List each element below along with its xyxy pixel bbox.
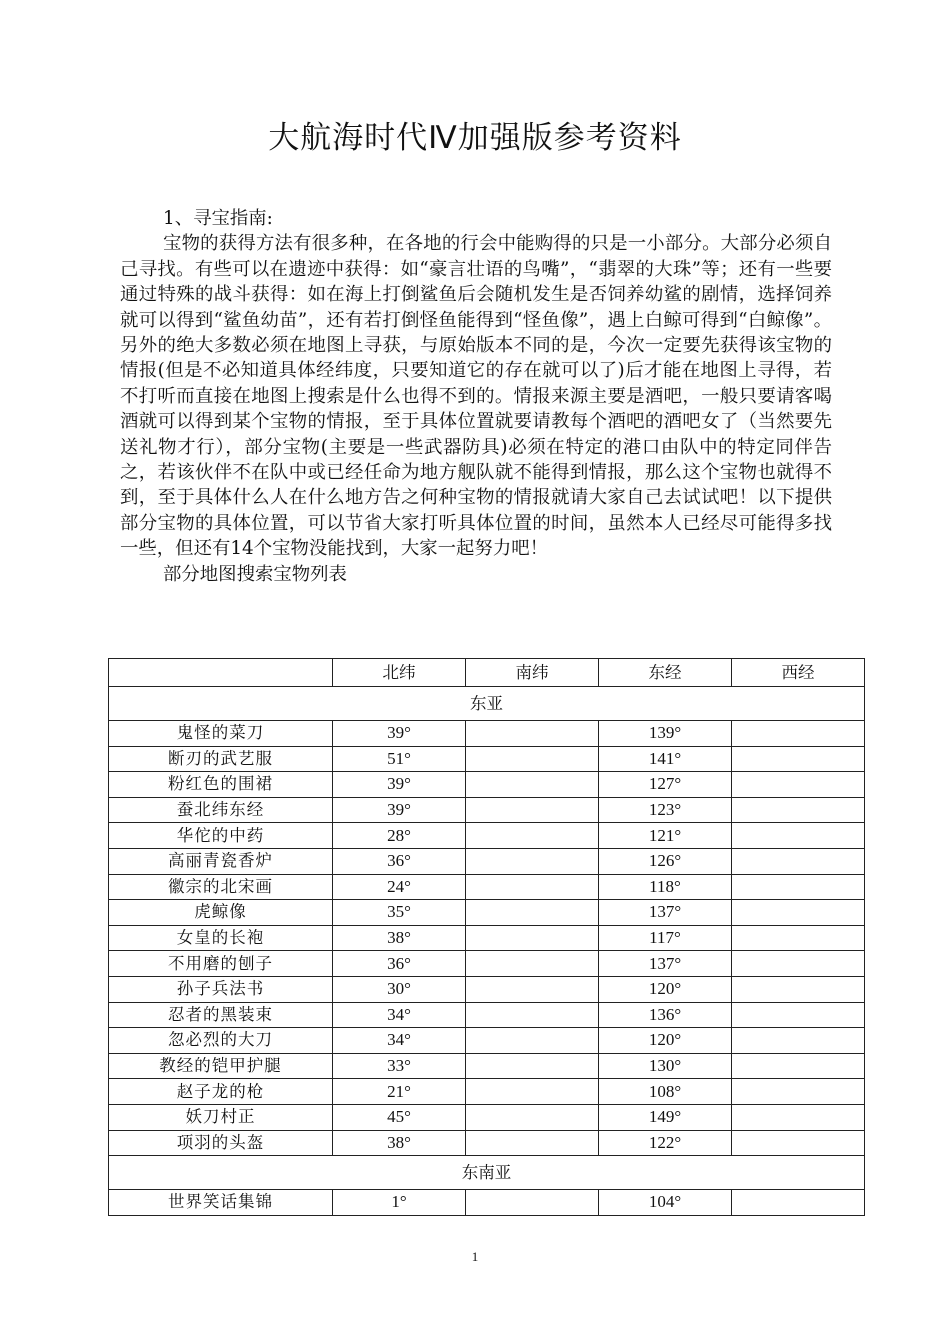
north-latitude-cell: 39° [333,797,466,823]
east-longitude-cell: 118° [599,874,732,900]
table-row [109,951,865,977]
treasure-name: 妖刀村正 [109,1104,333,1130]
east-longitude-cell: 149° [599,1104,732,1130]
treasure-name: 教经的铠甲护腿 [109,1053,333,1079]
table-caption: 部分地图搜索宝物列表 [163,563,347,585]
east-longitude-cell: 139° [599,721,732,747]
treasure-name: 世界笑话集锦 [109,1190,333,1216]
table-row [109,1053,865,1079]
region-label: 东南亚 [109,1156,865,1190]
table-row [109,925,865,951]
south-latitude-cell [466,772,599,798]
north-latitude-cell: 1° [333,1190,466,1216]
table-row [109,900,865,926]
east-longitude-cell: 127° [599,772,732,798]
north-latitude-cell: 34° [333,1028,466,1054]
page-number: 1 [471,1249,479,1264]
table-row [109,1079,865,1105]
west-longitude-cell [732,976,865,1002]
west-longitude-cell [732,797,865,823]
treasure-table [108,658,865,1216]
south-latitude-cell [466,1190,599,1216]
treasure-name: 女皇的长袍 [109,925,333,951]
treasure-name: 忽必烈的大刀 [109,1028,333,1054]
north-latitude-cell: 39° [333,772,466,798]
south-latitude-cell [466,797,599,823]
west-longitude-cell [732,925,865,951]
east-longitude-cell: 137° [599,900,732,926]
treasure-name: 蚕北纬东经 [109,797,333,823]
south-latitude-cell [466,900,599,926]
north-latitude-cell: 21° [333,1079,466,1105]
header-east-longitude: 东经 [599,659,732,687]
east-longitude-cell: 117° [599,925,732,951]
east-longitude-cell: 130° [599,1053,732,1079]
region-row-southeast-asia [109,1156,865,1190]
west-longitude-cell [732,721,865,747]
north-latitude-cell: 38° [333,925,466,951]
west-longitude-cell [732,746,865,772]
table-row [109,848,865,874]
west-longitude-cell [732,1002,865,1028]
treasure-name: 忍者的黑装束 [109,1002,333,1028]
west-longitude-cell [732,848,865,874]
treasure-name: 粉红色的围裙 [109,772,333,798]
north-latitude-cell: 38° [333,1130,466,1156]
treasure-name: 虎鲸像 [109,900,333,926]
treasure-name: 孙子兵法书 [109,976,333,1002]
north-latitude-cell: 36° [333,951,466,977]
south-latitude-cell [466,848,599,874]
north-latitude-cell: 51° [333,746,466,772]
south-latitude-cell [466,721,599,747]
region-label: 东亚 [109,687,865,721]
table-row [109,1002,865,1028]
treasure-name: 鬼怪的菜刀 [109,721,333,747]
west-longitude-cell [732,1053,865,1079]
table-row [109,1130,865,1156]
north-latitude-cell: 36° [333,848,466,874]
table-row [109,823,865,849]
south-latitude-cell [466,925,599,951]
header-north-latitude: 北纬 [333,659,466,687]
region-row-east-asia [109,687,865,721]
south-latitude-cell [466,1053,599,1079]
table-row [109,976,865,1002]
north-latitude-cell: 30° [333,976,466,1002]
east-longitude-cell: 126° [599,848,732,874]
treasure-name: 徽宗的北宋画 [109,874,333,900]
treasure-name: 不用磨的刨子 [109,951,333,977]
document-body [120,206,832,587]
south-latitude-cell [466,1130,599,1156]
west-longitude-cell [732,900,865,926]
south-latitude-cell [466,976,599,1002]
table-row [109,721,865,747]
south-latitude-cell [466,1002,599,1028]
west-longitude-cell [732,1190,865,1216]
west-longitude-cell [732,1130,865,1156]
north-latitude-cell: 39° [333,721,466,747]
header-south-latitude: 南纬 [466,659,599,687]
west-longitude-cell [732,874,865,900]
west-longitude-cell [732,1028,865,1054]
south-latitude-cell [466,1028,599,1054]
table-row [109,1028,865,1054]
body-paragraph: 宝物的获得方法有很多种，在各地的行会中能购得的只是一小部分。大部分必须自己寻找。有些可以在遗迹中获得：如“豪言壮语的鸟嘴”，“翡翠的大珠”等；还有一些要通过特殊的战斗获得：如在海上打倒鲨鱼后会随机发生是否饲养幼鲨的剧情，选择饲养就可以得到“鲨鱼幼苗”，还有若打倒怪鱼能得到“怪鱼像”，遇上白鲸可得到“白鲸像”。另外的绝大多数必须在地图上寻获，与原始版本不同的是，今次一定要先获得该宝物的情报(但是不必知道具体经纬度，只要知道它的存在就可以了)后才能在地图上寻得，若不打听而直接在地图上搜索是什么也得不到的。情报来源主要是酒吧，一般只要请客喝酒就可以得到某个宝物的情报，至于具体位置就要请教每个酒吧的酒吧女了（当然要先送礼物才行），部分宝物(主要是一些武器防具)必须在特定的港口由队中的特定同伴告之，若该伙伴不在队中或已经任命为地方舰队就不能得到情报，那么这个宝物也就得不到，至于具体什么人在什么地方告之何种宝物的情报就请大家自己去试试吧！以下提供部分宝物的具体位置，可以节省大家打听具体位置的时间，虽然本人已经尽可能得多找一些，但还有14个宝物没能找到，大家一起努力吧！ [120,233,832,560]
west-longitude-cell [732,772,865,798]
west-longitude-cell [732,823,865,849]
treasure-name: 高丽青瓷香炉 [109,848,333,874]
south-latitude-cell [466,1079,599,1105]
west-longitude-cell [732,951,865,977]
table-row [109,746,865,772]
treasure-name: 项羽的头盔 [109,1130,333,1156]
north-latitude-cell: 33° [333,1053,466,1079]
east-longitude-cell: 121° [599,823,732,849]
table-row [109,797,865,823]
east-longitude-cell: 120° [599,976,732,1002]
north-latitude-cell: 24° [333,874,466,900]
south-latitude-cell [466,874,599,900]
treasure-name: 赵子龙的枪 [109,1079,333,1105]
east-longitude-cell: 137° [599,951,732,977]
table-row [109,874,865,900]
document-title: 大航海时代Ⅳ加强版参考资料 [268,120,682,156]
table-row [109,1104,865,1130]
south-latitude-cell [466,746,599,772]
east-longitude-cell: 123° [599,797,732,823]
header-west-longitude: 西经 [732,659,865,687]
north-latitude-cell: 35° [333,900,466,926]
east-longitude-cell: 104° [599,1190,732,1216]
east-longitude-cell: 141° [599,746,732,772]
north-latitude-cell: 28° [333,823,466,849]
north-latitude-cell: 45° [333,1104,466,1130]
section-heading: 1、寻宝指南: [163,208,273,229]
south-latitude-cell [466,1104,599,1130]
treasure-name: 断刃的武艺服 [109,746,333,772]
east-longitude-cell: 120° [599,1028,732,1054]
east-longitude-cell: 122° [599,1130,732,1156]
table-row [109,1190,865,1216]
south-latitude-cell [466,951,599,977]
treasure-name: 华佗的中药 [109,823,333,849]
header-name [109,659,333,687]
west-longitude-cell [732,1104,865,1130]
east-longitude-cell: 136° [599,1002,732,1028]
north-latitude-cell: 34° [333,1002,466,1028]
east-longitude-cell: 108° [599,1079,732,1105]
table-header-row [109,659,865,687]
west-longitude-cell [732,1079,865,1105]
south-latitude-cell [466,823,599,849]
table-row [109,772,865,798]
